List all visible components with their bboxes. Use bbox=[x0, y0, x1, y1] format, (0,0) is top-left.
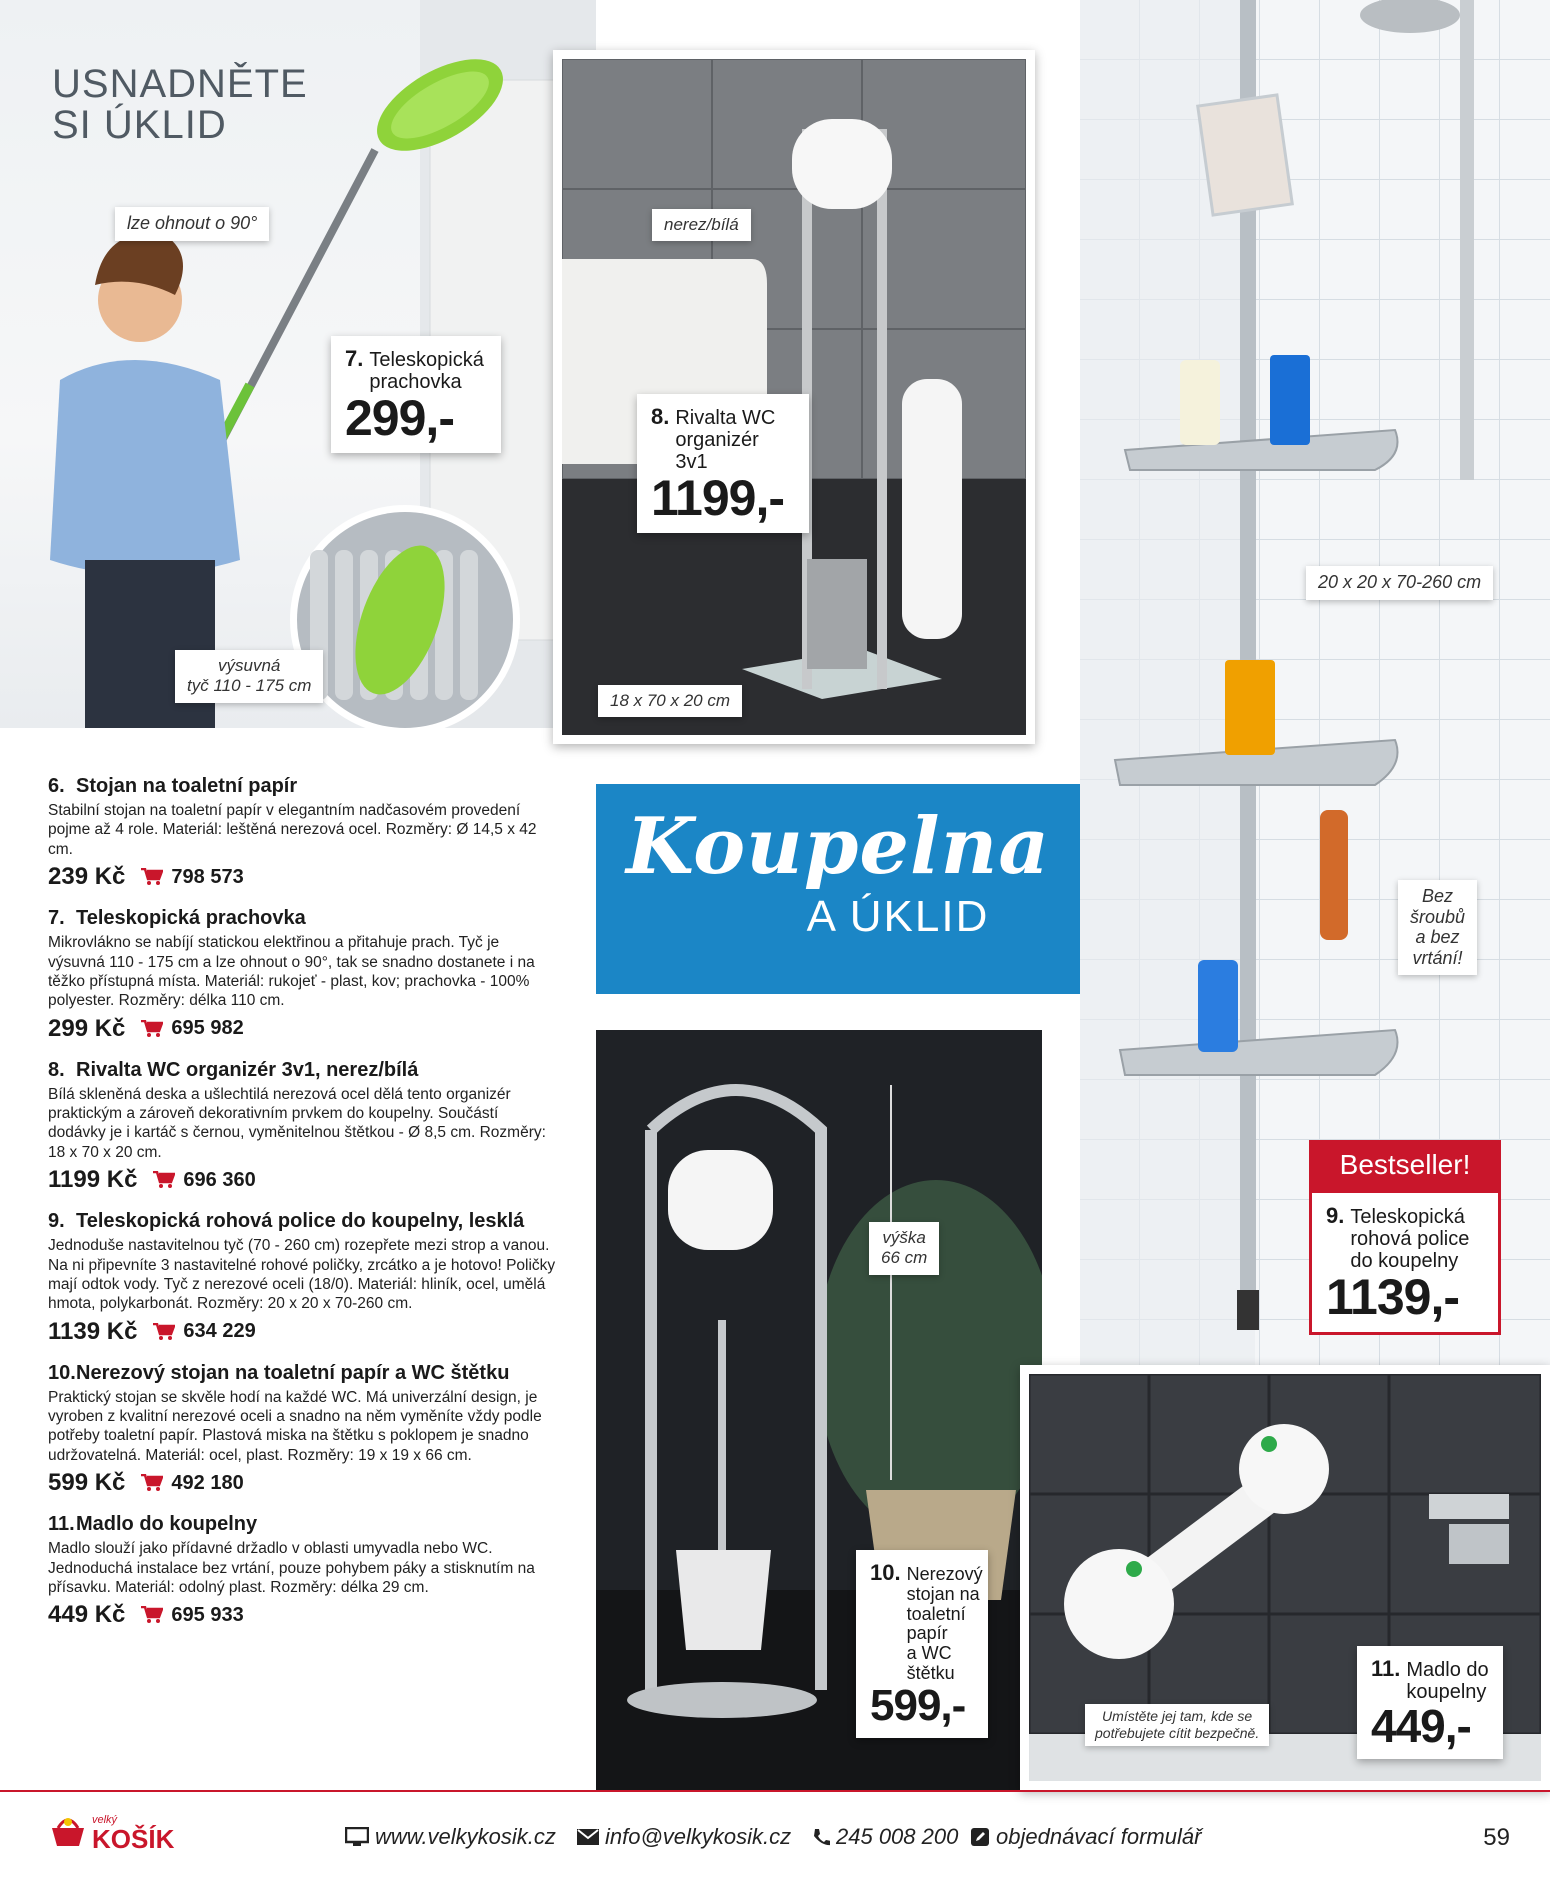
product-11-heading bbox=[48, 1513, 558, 1535]
brand-logo-small: velký bbox=[92, 1814, 118, 1826]
product-11-title: Madlo do koupelny bbox=[76, 1513, 258, 1536]
grab-handle-photo bbox=[1020, 1365, 1550, 1790]
price-box-10-price: 599,- bbox=[870, 1680, 966, 1730]
product-6-price-line bbox=[48, 863, 558, 891]
banner-subtitle: A ÚKLID bbox=[806, 892, 990, 941]
footer-email[interactable] bbox=[577, 1824, 791, 1850]
corner-shelf-photo bbox=[1080, 0, 1550, 1370]
bestseller-badge: Bestseller! bbox=[1309, 1140, 1501, 1190]
product-7-title: Teleskopická prachovka bbox=[76, 907, 306, 930]
price-box-8-name1: Rivalta WC bbox=[675, 407, 776, 429]
price-box-10-name1: Nerezový bbox=[906, 1564, 983, 1584]
price-box-10-name6: štětku bbox=[906, 1662, 955, 1683]
price-box-7-number: 7. bbox=[345, 346, 364, 371]
height-tag bbox=[869, 1222, 939, 1275]
price-box-8-number: 8. bbox=[651, 404, 670, 429]
price-box-11-name1: Madlo do bbox=[1406, 1659, 1489, 1681]
price-box-10-name4: papír bbox=[906, 1623, 948, 1644]
price-box-11-price: 449,- bbox=[1371, 1700, 1471, 1752]
price-box-8-name2: organizér 3v1 bbox=[675, 429, 759, 473]
product-8-description: Bílá skleněná deska a ušlechtilá nerezová ocel dělá tento organizér praktickým a zároveň dekorativním prvkem do koupelny. Součástí dodávky je i kartáč s černou, vyměnitelnou štětkou - Ø 8,5 cm. Rozměry: 18 x 70 x 20 cm. bbox=[48, 1085, 546, 1161]
monitor-icon bbox=[345, 1827, 369, 1847]
shelf-dims-tag-text: 20 x 20 x 70-260 cm bbox=[1318, 572, 1482, 592]
price-box-7-price: 299,- bbox=[345, 390, 454, 446]
price-box-9-name1: Teleskopická bbox=[1350, 1206, 1465, 1228]
price-box-9-number: 9. bbox=[1326, 1203, 1345, 1228]
product-9-code: 634 229 bbox=[183, 1320, 256, 1343]
product-8-heading bbox=[48, 1059, 558, 1081]
product-7-code: 695 982 bbox=[171, 1017, 244, 1040]
footer-form-text: objednávací formulář bbox=[996, 1824, 1202, 1849]
price-box-9 bbox=[1309, 1190, 1501, 1335]
product-7-number: 7. bbox=[48, 907, 65, 930]
price-box-10-name3: toaletní bbox=[906, 1603, 966, 1624]
product-9-description: Jednoduše nastavitelnou tyč (70 - 260 cm) rozepřete mezi strop a vanou. Na ni připevníte 3 nastavitelné rohové poličky, zrcátko a je hotovo! Poličky mají odtok vody. Tyč z nerezové oceli (18/0). Materiál: hliník, ocel, umělá hmota, polykarbonát. Rozměry: 20 x 20 x 70-260 cm. bbox=[48, 1237, 556, 1313]
cart-icon bbox=[153, 1171, 175, 1189]
footer-phone-text: 245 008 200 bbox=[836, 1824, 959, 1849]
price-box-7 bbox=[331, 336, 501, 453]
bend-tag-text: lze ohnout o 90° bbox=[127, 213, 258, 233]
phone-icon bbox=[812, 1828, 830, 1846]
product-9-heading bbox=[48, 1210, 558, 1232]
product-9 bbox=[48, 1210, 558, 1346]
product-9-price: 1139 Kč bbox=[48, 1317, 138, 1345]
product-9-number: 9. bbox=[48, 1210, 65, 1233]
wc-dims-tag bbox=[598, 685, 742, 717]
page-number: 59 bbox=[1483, 1824, 1510, 1851]
footer-web-text: www.velkykosik.cz bbox=[375, 1824, 556, 1849]
product-7-description: Mikrovlákno se nabíjí statickou elektřinou a přitahuje prach. Tyč je výsuvná 110 - 175 cm a lze ohnout o 90°, tak se snadno dostanete i na těžko přístupná místa. Materiál: rukojeť - plast, kov; prachovka - 100% polyester. Rozměry: délka 110 cm. bbox=[48, 934, 535, 1010]
price-box-10-name5: a WC bbox=[906, 1643, 952, 1664]
product-10-price: 599 Kč bbox=[48, 1469, 126, 1497]
cart-icon bbox=[141, 1606, 163, 1624]
price-box-8 bbox=[637, 394, 809, 533]
footer-phone[interactable] bbox=[812, 1824, 958, 1850]
product-10-heading bbox=[48, 1362, 558, 1384]
no-screws-line1: Bez bbox=[1422, 886, 1454, 906]
price-box-11-name2: koupelny bbox=[1406, 1681, 1487, 1703]
price-box-9-name3: do koupelny bbox=[1350, 1250, 1459, 1272]
basket-logo-icon bbox=[48, 1812, 88, 1852]
cart-icon bbox=[141, 1020, 163, 1038]
price-box-10-number: 10. bbox=[870, 1560, 901, 1585]
brand-logo-text: KOŠÍK bbox=[92, 1824, 175, 1854]
product-6-heading bbox=[48, 775, 558, 797]
product-8-price: 1199 Kč bbox=[48, 1166, 138, 1194]
footer-email-text: info@velkykosik.cz bbox=[605, 1824, 792, 1849]
price-box-10-name2: stojan na bbox=[906, 1583, 980, 1604]
product-7-price-line bbox=[48, 1015, 558, 1043]
no-screws-line4: vrtání! bbox=[1412, 948, 1463, 969]
price-box-7-name2: prachovka bbox=[369, 371, 462, 393]
product-9-title: Teleskopická rohová police do koupelny, lesklá bbox=[76, 1210, 525, 1233]
envelope-icon bbox=[577, 1829, 599, 1845]
footer-form[interactable] bbox=[970, 1824, 1201, 1850]
product-6-price: 239 Kč bbox=[48, 863, 126, 891]
extend-tag-line2: tyč 110 - 175 cm bbox=[187, 676, 312, 696]
brand-logo[interactable] bbox=[48, 1812, 174, 1852]
price-box-8-price: 1199,- bbox=[651, 470, 785, 526]
height-tag-line2: 66 cm bbox=[881, 1248, 928, 1268]
product-6-code: 798 573 bbox=[171, 865, 244, 888]
price-box-7-name1: Teleskopická bbox=[369, 349, 484, 371]
no-screws-tag bbox=[1398, 880, 1477, 975]
section-title-line2: SI ÚKLID bbox=[52, 102, 227, 147]
product-8-price-line bbox=[48, 1166, 558, 1194]
product-11-price: 449 Kč bbox=[48, 1601, 126, 1629]
product-7 bbox=[48, 907, 558, 1043]
price-box-11-number: 11. bbox=[1371, 1656, 1401, 1681]
product-11-code: 695 933 bbox=[171, 1603, 244, 1626]
bend-tag bbox=[115, 207, 269, 241]
product-8 bbox=[48, 1059, 558, 1195]
product-6-description: Stabilní stojan na toaletní papír v elegantním nadčasovém provedení pojme až 4 role. Materiál: leštěná nerezová ocel. Rozměry: Ø 14,5 x 42 cm. bbox=[48, 802, 537, 858]
safety-tag-line2: potřebujete cítit bezpečně. bbox=[1095, 1724, 1260, 1741]
category-banner bbox=[596, 784, 1080, 994]
product-6-number: 6. bbox=[48, 775, 65, 797]
finish-tag-text: nerez/bílá bbox=[664, 215, 739, 234]
shelf-dims-tag bbox=[1306, 566, 1493, 600]
product-8-code: 696 360 bbox=[183, 1168, 256, 1191]
price-box-9-name2: rohová police bbox=[1350, 1228, 1470, 1250]
product-list bbox=[48, 775, 558, 1645]
finish-tag bbox=[652, 209, 751, 241]
no-screws-line2: šroubů bbox=[1410, 906, 1466, 927]
product-10-title: Nerezový stojan na toaletní papír a WC štětku bbox=[76, 1361, 510, 1384]
product-10-price-line bbox=[48, 1469, 558, 1497]
product-11-price-line bbox=[48, 1601, 558, 1629]
cart-icon bbox=[141, 1474, 163, 1492]
safety-tag bbox=[1085, 1704, 1269, 1746]
paper-stand-photo bbox=[596, 1030, 1042, 1790]
banner-script-title: Koupelna bbox=[626, 801, 1050, 892]
product-11 bbox=[48, 1513, 558, 1629]
no-screws-line3: a bez bbox=[1415, 927, 1460, 948]
product-10-number: 10. bbox=[48, 1361, 76, 1384]
section-title-line1: USNADNĚTE bbox=[52, 62, 308, 106]
duster-photo bbox=[0, 0, 596, 728]
price-box-10 bbox=[856, 1550, 988, 1738]
product-11-description: Madlo slouží jako přídavné držadlo v oblasti umyvadla nebo WC. Jednoduchá instalace bez vrtání, pouze pohybem páky a stisknutím na přísavku. Materiál: odolný plast. Rozměry: délka 29 cm. bbox=[48, 1540, 535, 1596]
product-6 bbox=[48, 775, 558, 891]
height-tag-line1: výška bbox=[882, 1228, 926, 1247]
extend-tag-line1: výsuvná bbox=[218, 656, 281, 675]
product-8-title: Rivalta WC organizér 3v1, nerez/bílá bbox=[76, 1058, 419, 1081]
wc-organizer-photo bbox=[553, 50, 1035, 744]
price-box-9-price: 1139,- bbox=[1326, 1269, 1460, 1325]
safety-tag-line1: Umístěte jej tam, kde se bbox=[1102, 1708, 1253, 1724]
cart-icon bbox=[141, 868, 163, 886]
wc-dims-tag-text: 18 x 70 x 20 cm bbox=[610, 691, 731, 710]
price-box-11 bbox=[1357, 1646, 1503, 1759]
extend-tag bbox=[175, 650, 323, 703]
product-10-code: 492 180 bbox=[171, 1471, 244, 1494]
product-11-number: 11. bbox=[48, 1513, 75, 1536]
product-10 bbox=[48, 1362, 558, 1498]
section-title bbox=[52, 64, 308, 146]
page-footer bbox=[0, 1790, 1550, 1870]
form-edit-icon bbox=[970, 1827, 990, 1847]
cart-icon bbox=[153, 1323, 175, 1341]
product-10-description: Praktický stojan se skvěle hodí na každé WC. Má univerzální design, je vyroben z kvalitní nerezové oceli a snadno na něm vyměníte vždy podle potřeby toaletní papír. Plastová miska na štětku s poklopem je snadno udržovatelná. Materiál: ocel, plast. Rozměry: 19 x 19 x 66 cm. bbox=[48, 1388, 542, 1464]
footer-web[interactable] bbox=[345, 1824, 556, 1850]
product-7-heading bbox=[48, 907, 558, 929]
product-7-price: 299 Kč bbox=[48, 1014, 126, 1042]
product-9-price-line bbox=[48, 1318, 558, 1346]
product-8-number: 8. bbox=[48, 1058, 65, 1081]
product-6-title: Stojan na toaletní papír bbox=[76, 775, 298, 797]
